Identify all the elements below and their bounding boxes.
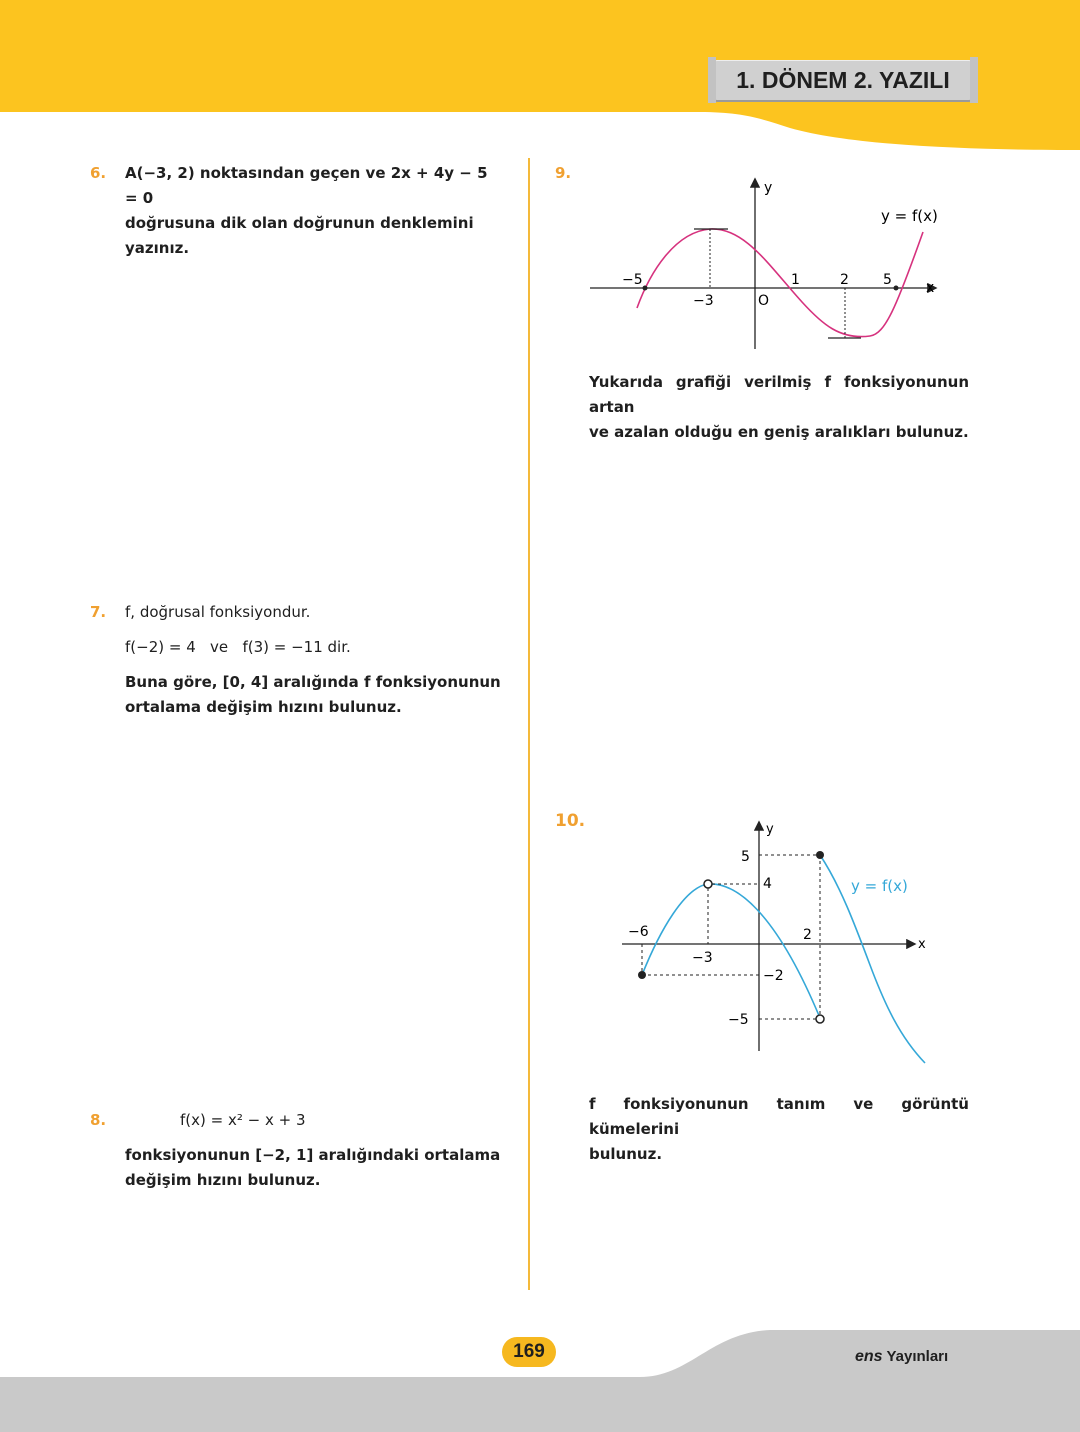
q8-line2: değişim hızını bulunuz. — [125, 1171, 321, 1189]
q7-text — [125, 670, 505, 720]
column-divider — [528, 158, 530, 1290]
section-title: 1. DÖNEM 2. YAZILI — [736, 66, 950, 93]
q9-label-2: 2 — [840, 272, 849, 288]
q8-number: 8. — [90, 1111, 107, 1129]
q7-equation: f(−2) = 4 ve f(3) = −11 dir. — [125, 638, 351, 656]
q10-text — [589, 1092, 969, 1167]
q7-line1: f, doğrusal fonksiyondur. — [125, 603, 311, 621]
q10-line1: f fonksiyonunun tanım ve görüntü kümelerini — [589, 1095, 969, 1138]
q10-closed-point-2-5 — [816, 851, 824, 859]
q9-point-5 — [894, 286, 899, 291]
q10-curve-left — [642, 884, 820, 1018]
q8-line1: fonksiyonunun [−2, 1] aralığındaki ortalama — [125, 1146, 501, 1164]
q10-closed-point-m6-m2 — [638, 971, 646, 979]
q10-label-m5: −5 — [728, 1012, 749, 1028]
q9-label-5: 5 — [883, 272, 892, 288]
publisher-logo — [855, 1348, 948, 1366]
q9-y-label: y — [764, 180, 773, 196]
q9-label-m3: −3 — [693, 293, 714, 309]
q10-func-label: y = f(x) — [851, 877, 908, 895]
q9-func-label: y = f(x) — [881, 207, 938, 225]
q9-graph — [580, 172, 960, 357]
q8-text — [125, 1143, 505, 1193]
q9-number: 9. — [555, 164, 572, 182]
q6-number: 6. — [90, 164, 107, 182]
q10-label-5: 5 — [741, 849, 750, 865]
q10-open-point-2-m5 — [816, 1015, 824, 1023]
q10-label-2: 2 — [803, 927, 812, 943]
q9-label-m5: −5 — [622, 272, 643, 288]
q10-label-m3: −3 — [692, 950, 713, 966]
q7-number: 7. — [90, 603, 107, 621]
q9-line2: ve azalan olduğu en geniş aralıkları bulunuz. — [589, 423, 969, 441]
q6-line1: A(−3, 2) noktasından geçen ve 2x + 4y − 5 = 0 — [125, 164, 488, 207]
q9-curve — [637, 229, 923, 337]
q6-text — [125, 161, 505, 261]
q6-line2: doğrusuna dik olan doğrunun denklemini yazınız. — [125, 214, 474, 257]
q10-x-label: x — [918, 937, 926, 952]
publisher-name: Yayınları — [886, 1348, 949, 1365]
q9-point-m5 — [643, 286, 648, 291]
q10-y-label: y — [766, 822, 774, 837]
page-number: 169 — [513, 1341, 545, 1362]
q10-label-m2: −2 — [763, 968, 784, 984]
publisher-brand: ens — [855, 1348, 883, 1365]
q9-line1: Yukarıda grafiği verilmiş f fonksiyonunun artan — [589, 373, 969, 416]
q10-open-point-m3-4 — [704, 880, 712, 888]
q9-label-1: 1 — [791, 272, 800, 288]
q10-label-4: 4 — [763, 876, 772, 892]
page-number-badge — [502, 1337, 556, 1367]
q10-line2: bulunuz. — [589, 1145, 663, 1163]
q10-graph — [600, 815, 940, 1070]
q7-line4: ortalama değişim hızını bulunuz. — [125, 698, 402, 716]
q9-text — [589, 370, 969, 445]
q10-number: 10. — [555, 811, 586, 831]
q9-x-label: x — [926, 280, 935, 296]
q8-equation: f(x) = x² − x + 3 — [180, 1111, 306, 1129]
section-title-badge — [714, 60, 972, 100]
q10-label-m6: −6 — [628, 924, 649, 940]
q7-line3: Buna göre, [0, 4] aralığında f fonksiyonunun — [125, 673, 501, 691]
q9-label-o: O — [758, 293, 770, 309]
